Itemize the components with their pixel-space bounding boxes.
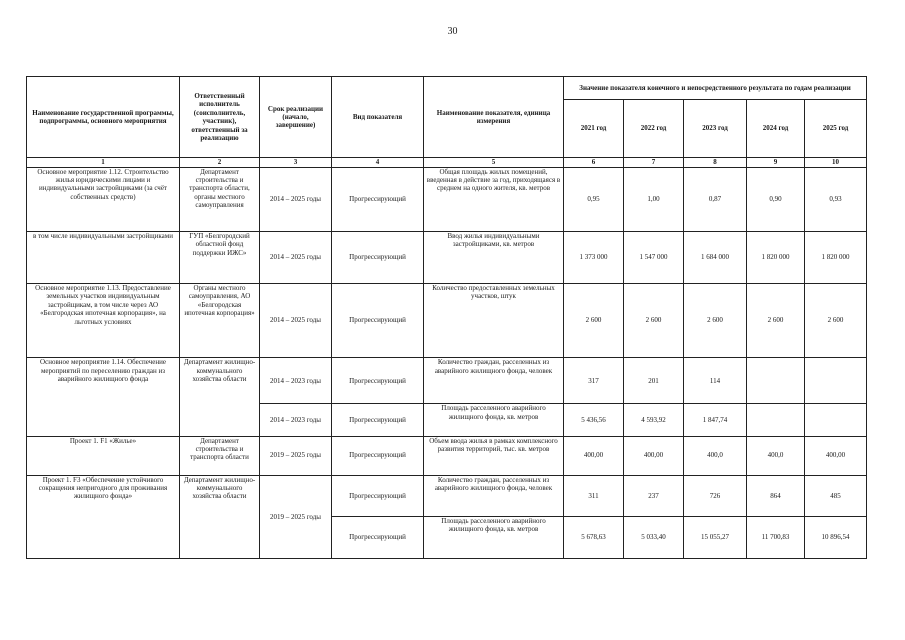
index-row bbox=[27, 158, 867, 167]
value-cell: 201 bbox=[624, 358, 684, 404]
value-cell: 10 896,54 bbox=[805, 516, 867, 558]
value-cell bbox=[805, 404, 867, 436]
period-cell: 2019 – 2025 годы bbox=[260, 436, 332, 475]
header-row bbox=[27, 77, 867, 100]
program-cell: Основное мероприятие 1.14. Обеспечение мероприятий по переселению граждан из аварийного жилищного фонда bbox=[27, 358, 180, 404]
value-cell: 1 820 000 bbox=[747, 231, 805, 283]
index-cell: 8 bbox=[684, 158, 747, 167]
indicator-cell: Площадь расселенного аварийного жилищного фонда, кв. метров bbox=[424, 404, 564, 436]
value-cell: 2 600 bbox=[564, 284, 624, 358]
value-cell: 1 847,74 bbox=[684, 404, 747, 436]
header-type: Вид показателя bbox=[332, 77, 424, 158]
value-cell: 400,00 bbox=[564, 436, 624, 475]
indicator-cell: Объем ввода жилья в рамках комплексного развития территорий, тыс. кв. метров bbox=[424, 436, 564, 475]
value-cell bbox=[747, 358, 805, 404]
indicator-cell: Количество граждан, расселенных из аварийного жилищного фонда, человек bbox=[424, 358, 564, 404]
value-cell: 864 bbox=[747, 475, 805, 516]
table-row bbox=[27, 231, 867, 283]
value-cell: 1 547 000 bbox=[624, 231, 684, 283]
period-cell: 2014 – 2025 годы bbox=[260, 284, 332, 358]
header-year: 2023 год bbox=[684, 100, 747, 158]
value-cell: 0,90 bbox=[747, 167, 805, 231]
program-cell: Проект 1. F3 «Обеспечение устойчивого сокращения непригодного для проживания жилищного фонда» bbox=[27, 475, 180, 558]
value-cell: 400,00 bbox=[805, 436, 867, 475]
type-cell: Прогрессирующий bbox=[332, 436, 424, 475]
header-executor: Ответственный исполнитель (соисполнитель, участник), ответственный за реализацию bbox=[180, 77, 260, 158]
value-cell: 11 700,83 bbox=[747, 516, 805, 558]
program-cell: Основное мероприятие 1.13. Предоставление земельных участков индивидуальным застройщикам, в том числе через АО «Белгородская ипотечная корпорация», на льготных условиях bbox=[27, 284, 180, 358]
header-year: 2022 год bbox=[624, 100, 684, 158]
value-cell: 2 600 bbox=[684, 284, 747, 358]
value-cell: 317 bbox=[564, 358, 624, 404]
period-cell: 2014 – 2023 годы bbox=[260, 404, 332, 436]
indicator-cell: Количество граждан, расселенных из аварийного жилищного фонда, человек bbox=[424, 475, 564, 516]
value-cell: 400,0 bbox=[747, 436, 805, 475]
program-cell: Основное мероприятие 1.12. Строительство жилья юридическими лицами и индивидуальными застройщиками (за счёт собственных средств) bbox=[27, 167, 180, 231]
value-cell: 1 373 000 bbox=[564, 231, 624, 283]
value-cell: 400,0 bbox=[684, 436, 747, 475]
program-cell: в том числе индивидуальными застройщиками bbox=[27, 231, 180, 283]
indicator-cell: Ввод жилья индивидуальными застройщиками, кв. метров bbox=[424, 231, 564, 283]
header-year: 2025 год bbox=[805, 100, 867, 158]
index-cell: 3 bbox=[260, 158, 332, 167]
period-cell: 2019 – 2025 годы bbox=[260, 475, 332, 558]
index-cell: 9 bbox=[747, 158, 805, 167]
period-cell: 2014 – 2025 годы bbox=[260, 231, 332, 283]
value-cell: 1 820 000 bbox=[805, 231, 867, 283]
value-cell: 5 678,63 bbox=[564, 516, 624, 558]
value-cell bbox=[747, 404, 805, 436]
index-cell: 1 bbox=[27, 158, 180, 167]
executor-cell: Департамент строительства и транспорта области bbox=[180, 436, 260, 475]
header-period: Срок реализации (начало, завершение) bbox=[260, 77, 332, 158]
executor-cell-empty bbox=[180, 404, 260, 436]
value-cell: 4 593,92 bbox=[624, 404, 684, 436]
index-cell: 4 bbox=[332, 158, 424, 167]
executor-cell: ГУП «Белгородский областной фонд поддержки ИЖС» bbox=[180, 231, 260, 283]
type-cell: Прогрессирующий bbox=[332, 475, 424, 516]
header-values-group: Значение показателя конечного и непосредственного результата по годам реализации bbox=[564, 77, 867, 100]
value-cell: 5 436,56 bbox=[564, 404, 624, 436]
value-cell: 0,87 bbox=[684, 167, 747, 231]
executor-cell: Департамент жилищно-коммунального хозяйства области bbox=[180, 358, 260, 404]
page-number: 30 bbox=[447, 26, 458, 37]
type-cell: Прогрессирующий bbox=[332, 284, 424, 358]
table-row bbox=[27, 284, 867, 358]
value-cell: 311 bbox=[564, 475, 624, 516]
table-row bbox=[27, 436, 867, 475]
value-cell bbox=[805, 358, 867, 404]
index-cell: 10 bbox=[805, 158, 867, 167]
program-cell: Проект 1. F1 «Жилье» bbox=[27, 436, 180, 475]
table-row bbox=[27, 358, 867, 404]
index-cell: 7 bbox=[624, 158, 684, 167]
type-cell: Прогрессирующий bbox=[332, 167, 424, 231]
indicator-cell: Общая площадь жилых помещений, введенная в действие за год, приходящаяся в среднем на одного жителя, кв. метров bbox=[424, 167, 564, 231]
value-cell: 237 bbox=[624, 475, 684, 516]
program-cell-empty bbox=[27, 404, 180, 436]
type-cell: Прогрессирующий bbox=[332, 358, 424, 404]
value-cell: 400,00 bbox=[624, 436, 684, 475]
executor-cell: Органы местного самоуправления, АО «Белгородская ипотечная корпорация» bbox=[180, 284, 260, 358]
header-year: 2021 год bbox=[564, 100, 624, 158]
type-cell: Прогрессирующий bbox=[332, 516, 424, 558]
value-cell: 0,93 bbox=[805, 167, 867, 231]
indicator-cell: Количество предоставленных земельных участков, штук bbox=[424, 284, 564, 358]
indicator-cell: Площадь расселенного аварийного жилищного фонда, кв. метров bbox=[424, 516, 564, 558]
value-cell: 485 bbox=[805, 475, 867, 516]
value-cell: 1 684 000 bbox=[684, 231, 747, 283]
value-cell: 0,95 bbox=[564, 167, 624, 231]
period-cell: 2014 – 2023 годы bbox=[260, 358, 332, 404]
value-cell: 2 600 bbox=[747, 284, 805, 358]
value-cell: 2 600 bbox=[624, 284, 684, 358]
value-cell: 5 033,40 bbox=[624, 516, 684, 558]
index-cell: 5 bbox=[424, 158, 564, 167]
value-cell: 726 bbox=[684, 475, 747, 516]
type-cell: Прогрессирующий bbox=[332, 404, 424, 436]
index-cell: 2 bbox=[180, 158, 260, 167]
table-row bbox=[27, 167, 867, 231]
header-program: Наименование государственной программы, подпрограммы, основного мероприятия bbox=[27, 77, 180, 158]
table-row bbox=[27, 475, 867, 516]
value-cell: 2 600 bbox=[805, 284, 867, 358]
table-row bbox=[27, 404, 867, 436]
period-cell: 2014 – 2025 годы bbox=[260, 167, 332, 231]
header-year: 2024 год bbox=[747, 100, 805, 158]
header-indicator: Наименование показателя, единица измерения bbox=[424, 77, 564, 158]
type-cell: Прогрессирующий bbox=[332, 231, 424, 283]
executor-cell: Департамент строительства и транспорта области, органы местного самоуправления bbox=[180, 167, 260, 231]
executor-cell: Департамент жилищно-коммунального хозяйства области bbox=[180, 475, 260, 558]
value-cell: 15 055,27 bbox=[684, 516, 747, 558]
index-cell: 6 bbox=[564, 158, 624, 167]
value-cell: 1,00 bbox=[624, 167, 684, 231]
indicators-table bbox=[26, 76, 867, 559]
value-cell: 114 bbox=[684, 358, 747, 404]
